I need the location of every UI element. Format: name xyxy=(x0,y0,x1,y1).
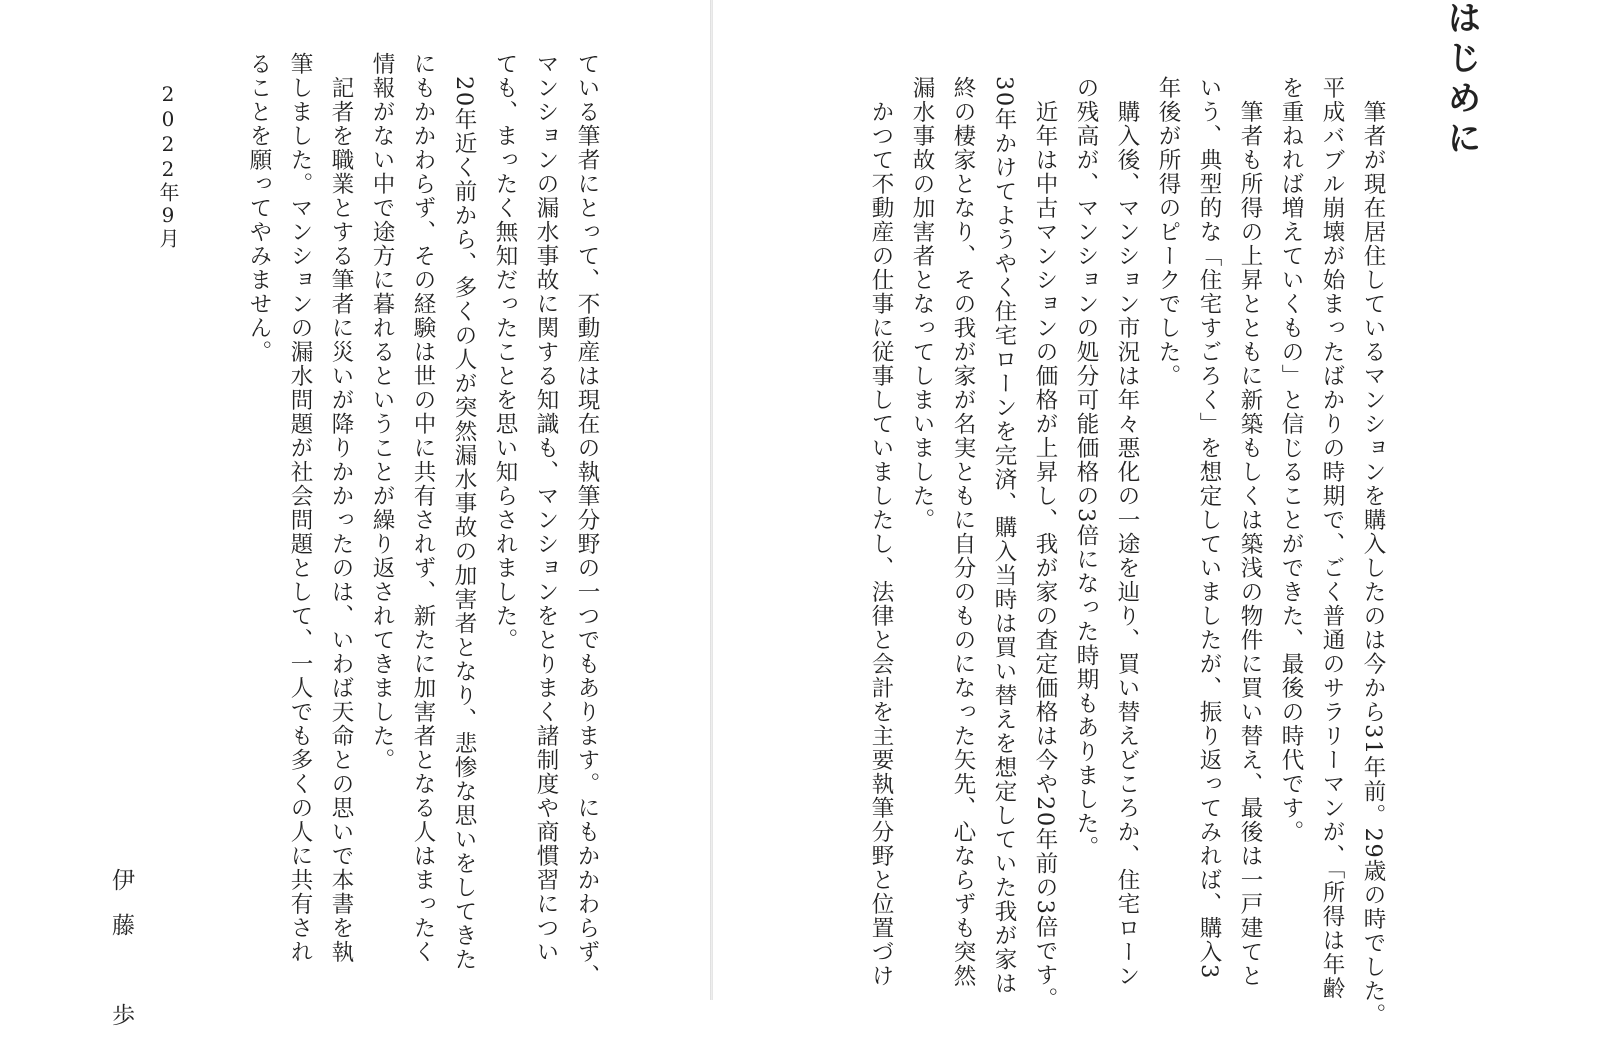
text-line: 情報がない中で途方に暮れるということが繰り返されてきました。 xyxy=(369,52,395,772)
text-line: 記者を職業とする筆者に災いが降りかかったのは、いわば天命との思いで本書を執 xyxy=(328,52,354,964)
text-line: 終の棲家となり、その我が家が名実ともに自分のものになった矢先、心ならずも突然 xyxy=(950,76,976,988)
text-line: 筆しました。マンションの漏水問題が社会問題として、一人でも多くの人に共有され xyxy=(287,52,313,964)
left-page-body xyxy=(238,52,607,988)
text-line: 30年かけてようやく住宅ローンを完済、購入当時は買い替えを想定していた我が家は xyxy=(991,76,1017,996)
text-line: 筆者も所得の上昇とともに新築もしくは築浅の物件に買い替え、最後は一戸建てと xyxy=(1237,76,1263,988)
text-line: ている筆者にとって、不動産は現在の執筆分野の一つでもあります。にもかかわらず、 xyxy=(574,52,600,988)
text-line: ても、まったく無知だったことを思い知らされました。 xyxy=(492,52,518,652)
right-page xyxy=(713,0,1611,1028)
text-line: 平成バブル崩壊が始まったばかりの時期で、ごく普通のサラリーマンが、「所得は年齢 xyxy=(1319,76,1345,1001)
text-line: 筆者が現在居住しているマンションを購入したのは今から31年前。29歳の時でした。 xyxy=(1360,76,1386,1028)
text-line: 近年は中古マンションの価格が上昇し、我が家の査定価格は今や20年前の3倍です。 xyxy=(1032,76,1058,1012)
text-line: いう、典型的な「住宅すごろく」を想定していましたが、振り返ってみれば、購入3 xyxy=(1196,76,1222,980)
text-line: を重ねれば増えていくもの」と信じることができた、最後の時代です。 xyxy=(1278,76,1304,844)
page-gutter xyxy=(710,0,713,1000)
text-line: の残高が、マンションの処分可能価格の3倍になった時期もありました。 xyxy=(1073,76,1099,860)
text-line: 20年近く前から、多くの人が突然漏水事故の加害者となり、悲惨な思いをしてきた xyxy=(451,52,477,972)
author-signature: 伊藤 歩 xyxy=(108,868,134,1048)
text-line: ることを願ってやみません。 xyxy=(246,52,272,364)
left-page xyxy=(0,0,710,1048)
text-line: マンションの漏水事故に関する知識も、マンションをとりまく諸制度や商慣習につい xyxy=(533,52,559,964)
right-page-body xyxy=(860,76,1393,1027)
text-line: かつて不動産の仕事に従事していましたし、法律と会計を主要執筆分野と位置づけ xyxy=(868,76,894,988)
date: 2022年9月 xyxy=(156,82,180,249)
text-line: 年後が所得のピークでした。 xyxy=(1155,76,1181,388)
text-line: 購入後、マンション市況は年々悪化の一途を辿り、買い替えどころか、住宅ローン xyxy=(1114,76,1140,988)
text-line: 漏水事故の加害者となってしまいました。 xyxy=(909,76,935,532)
text-line: にもかかわらず、その経験は世の中に共有されず、新たに加害者となる人はまったく xyxy=(410,52,436,964)
chapter-title: はじめに xyxy=(1441,0,1481,160)
